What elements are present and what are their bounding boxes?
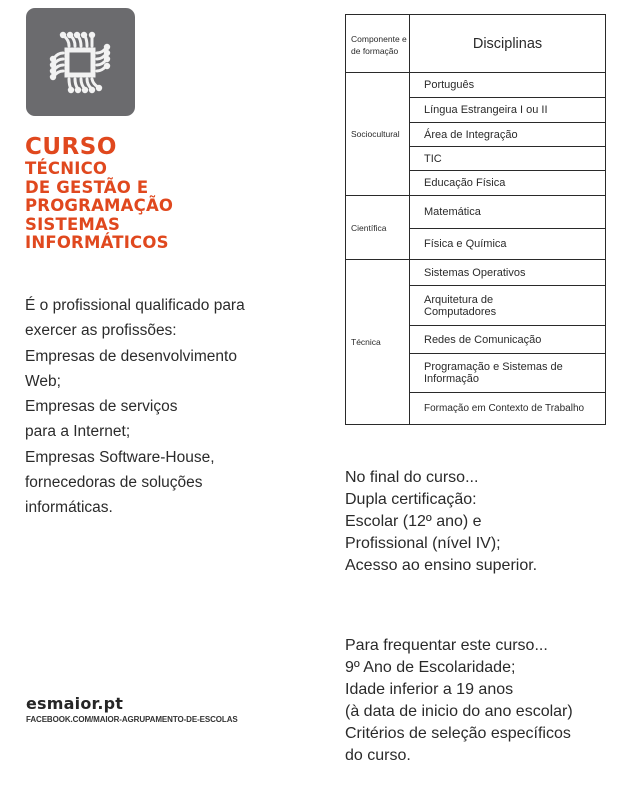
outcome-line: Profissional (nível IV); [345, 535, 501, 552]
title-line: TÉCNICO [25, 159, 108, 178]
outcome-line: Escolar (12º ano) e [345, 513, 482, 530]
profile-line: Web; [25, 372, 61, 390]
discipline-cell: Física e Química [410, 229, 606, 260]
title-line-curso: CURSO [25, 134, 117, 160]
microchip-icon [26, 8, 135, 116]
table-row [346, 196, 606, 229]
outcome-line: Acesso ao ensino superior. [345, 557, 538, 574]
profile-line: Empresas de desenvolvimento [25, 347, 237, 365]
discipline-cell: Língua Estrangeira I ou II [410, 98, 606, 123]
discipline-cell: Área de Integração [410, 123, 606, 147]
header-disciplines: Disciplinas [410, 15, 606, 73]
course-title [25, 134, 173, 253]
outcome-line: Dupla certificação: [345, 491, 477, 508]
discipline-cell: TIC [410, 147, 606, 171]
discipline-cell: Sistemas Operativos [410, 260, 606, 286]
requirement-line: do curso. [345, 747, 411, 764]
title-line: INFORMÁTICOS [25, 233, 169, 252]
table-header-row [346, 15, 606, 73]
discipline-cell: Formação em Contexto de Trabalho [410, 393, 606, 425]
profile-line: exercer as profissões: [25, 322, 177, 340]
discipline-cell: Educação Física [410, 171, 606, 196]
title-line: DE GESTÃO E [25, 177, 149, 197]
outcome-line: No final do curso... [345, 469, 479, 486]
profile-line: Empresas Software-House, [25, 448, 215, 466]
requirement-line: 9º Ano de Escolaridade; [345, 659, 516, 676]
requirement-line: (à data de inicio do ano escolar) [345, 703, 573, 720]
discipline-cell: Português [410, 73, 606, 98]
discipline-cell: Programação e Sistemas de Informação [410, 354, 606, 393]
profile-description [25, 293, 315, 521]
component-cell: Técnica [346, 260, 410, 425]
title-line: PROGRAMAÇÃO [25, 196, 174, 215]
requirement-line: Para frequentar este curso... [345, 637, 548, 654]
profile-line: Empresas de serviços [25, 398, 178, 416]
table-row [346, 73, 606, 98]
microchip-logo [26, 8, 135, 116]
discipline-cell: Arquitetura de Computadores [410, 286, 606, 326]
component-cell: Sociocultural [346, 73, 410, 196]
requirement-line: Idade inferior a 19 anos [345, 681, 514, 698]
profile-line: informáticas. [25, 499, 113, 517]
course-requirements [345, 635, 625, 767]
profile-line: É o profissional qualificado para [25, 297, 245, 314]
profile-line: fornecedoras de soluções [25, 474, 203, 492]
website-link[interactable]: esmaior.pt [26, 694, 124, 713]
title-line: SISTEMAS [25, 214, 121, 234]
discipline-cell: Redes de Comunicação [410, 326, 606, 354]
table-row [346, 260, 606, 286]
course-outcome [345, 467, 625, 577]
curriculum-table [345, 14, 606, 425]
component-cell: Científica [346, 196, 410, 260]
header-component: Componente e de formação [346, 15, 410, 73]
facebook-link[interactable]: FACEBOOK.COM/MAIOR-AGRUPAMENTO-DE-ESCOLAS [26, 715, 238, 724]
profile-line: para a Internet; [25, 423, 131, 441]
discipline-cell: Matemática [410, 196, 606, 229]
requirement-line: Critérios de seleção específicos [345, 725, 571, 742]
